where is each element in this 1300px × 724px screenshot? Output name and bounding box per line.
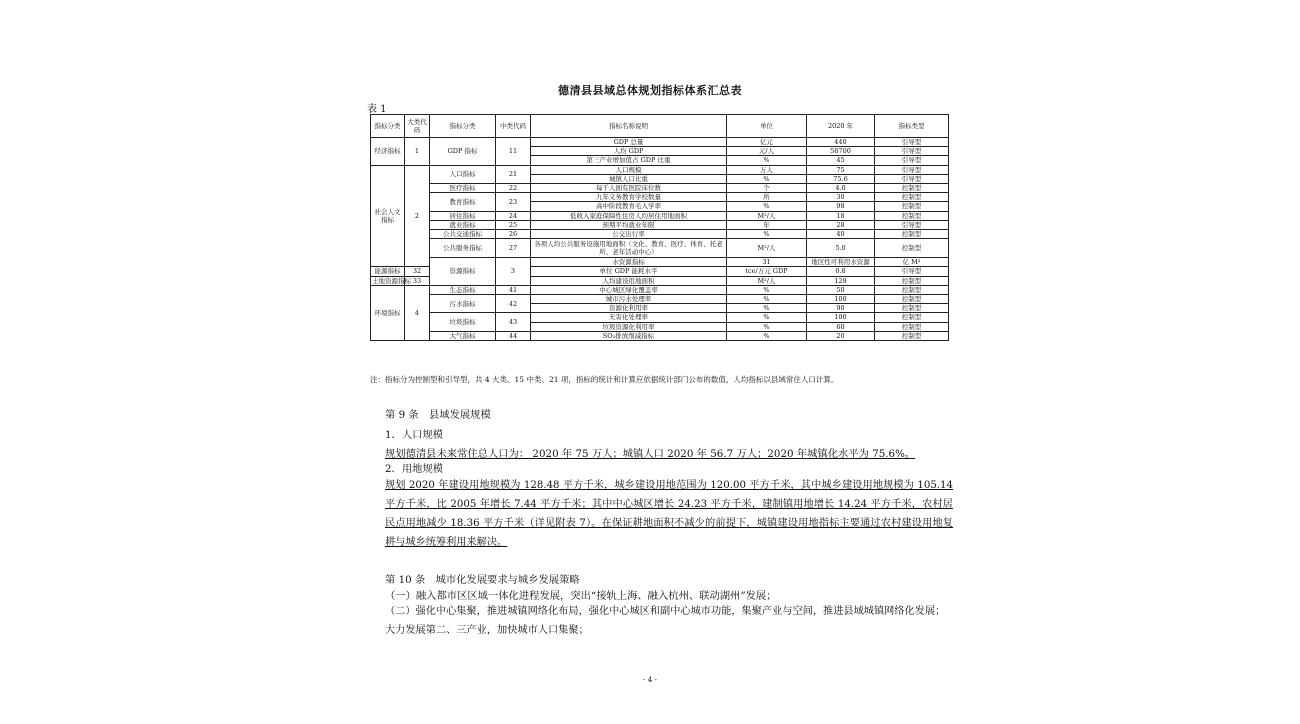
indicator-name-cell: GDP 总量 bbox=[531, 138, 727, 147]
category-cell: 经济指标 bbox=[371, 138, 405, 166]
sub-category-cell: 公共服务指标 bbox=[430, 239, 496, 258]
table-row bbox=[371, 165, 949, 174]
indicator-name-cell: 资源化利用率 bbox=[531, 304, 727, 313]
major-code-cell: 4 bbox=[405, 285, 430, 340]
indicator-name-cell: 人均建设用地面积 bbox=[531, 276, 727, 285]
strategy-item-2: （二）强化中心集聚，推进城镇网络化布局，强化中心城区和副中心城市功能，集聚产业与空间，推进县域城镇网络化发展；大力发展第二、三产业，加快城市人口集聚； bbox=[385, 606, 946, 636]
sub-category-cell: 人口指标 bbox=[430, 165, 496, 183]
mid-code-cell: 11 bbox=[496, 138, 531, 166]
unit-cell: M²/人 bbox=[727, 211, 807, 220]
header-cell: 中类代码 bbox=[496, 115, 531, 138]
unit-cell: % bbox=[727, 230, 807, 239]
value-cell: 18 bbox=[807, 211, 875, 220]
table-row bbox=[371, 211, 949, 220]
header-cell: 指标名称说明 bbox=[531, 115, 727, 138]
type-cell: 引导型 bbox=[875, 220, 949, 229]
table-row bbox=[371, 295, 949, 304]
sub-category-cell: 居住指标 bbox=[430, 211, 496, 220]
indicator-name-cell: 各项人均公共服务设施用地面积（文化、教育、医疗、体育、托老所、老年活动中心） bbox=[531, 239, 727, 258]
table-row bbox=[371, 220, 949, 229]
mid-code-cell: 42 bbox=[496, 295, 531, 313]
indicator-name-cell: 中心城区绿化覆盖率 bbox=[531, 285, 727, 294]
unit-cell: 年 bbox=[727, 220, 807, 229]
section-2-heading: 2．用地规模 bbox=[385, 463, 444, 475]
type-cell: 引导型 bbox=[875, 267, 949, 276]
unit-cell: 万人 bbox=[727, 165, 807, 174]
type-cell: 控制型 bbox=[875, 285, 949, 294]
sub-category-cell: 教育指标 bbox=[430, 193, 496, 211]
indicator-name-cell: 垃圾资源化利用率 bbox=[531, 322, 727, 331]
sub-category-cell: 大气指标 bbox=[430, 331, 496, 340]
unit-cell: 所 bbox=[727, 193, 807, 202]
value-cell: 100 bbox=[807, 313, 875, 322]
unit-cell: % bbox=[727, 331, 807, 340]
category-cell: 社会人文指标 bbox=[371, 165, 405, 267]
header-cell: 2020 年 bbox=[807, 115, 875, 138]
mid-code-cell: 41 bbox=[496, 285, 531, 294]
header-cell: 大类代码 bbox=[405, 115, 430, 138]
mid-code-cell: 25 bbox=[496, 220, 531, 229]
type-cell: 控制型 bbox=[875, 184, 949, 193]
unit-cell: 元/人 bbox=[727, 147, 807, 156]
unit-cell: % bbox=[727, 285, 807, 294]
indicator-name-cell: SO₂排放削减指标 bbox=[531, 331, 727, 340]
table-note: 注：指标分为控制型和引导型，共 4 大类、15 中类、21 项，指标的统计和计算应依据统计部门公布的数值，人均指标以县域常住人口计算。 bbox=[370, 375, 839, 384]
indicator-name-cell: 城市污水处理率 bbox=[531, 295, 727, 304]
article-9-heading: 第 9 条 县域发展规模 bbox=[385, 409, 491, 421]
unit-cell: % bbox=[727, 202, 807, 211]
major-code-cell: 1 bbox=[405, 138, 430, 166]
type-cell: 控制型 bbox=[875, 239, 949, 258]
value-cell: 28 bbox=[807, 220, 875, 229]
indicator-name-cell: 城镇人口比重 bbox=[531, 174, 727, 183]
unit-cell: 个 bbox=[727, 184, 807, 193]
indicator-name-cell: 人均 GDP bbox=[531, 147, 727, 156]
type-cell: 控制型 bbox=[875, 313, 949, 322]
type-cell: 控制型 bbox=[875, 211, 949, 220]
table-row bbox=[371, 258, 949, 267]
indicator-name-cell: 公交出行率 bbox=[531, 230, 727, 239]
value-cell: 440 bbox=[807, 138, 875, 147]
sub-category-cell: 污水指标 bbox=[430, 295, 496, 313]
type-cell: 控制型 bbox=[875, 202, 949, 211]
indicator-name-cell: 预期平均就业年限 bbox=[531, 220, 727, 229]
value-cell: 129 bbox=[807, 276, 875, 285]
unit-cell: % bbox=[727, 304, 807, 313]
sub-category-cell: 土地资源指标 bbox=[372, 276, 411, 285]
type-cell: 引导型 bbox=[875, 174, 949, 183]
table-row bbox=[371, 184, 949, 193]
type-cell: 控制型 bbox=[875, 331, 949, 340]
category-cell: 环境指标 bbox=[371, 285, 405, 340]
indicator-name-cell: 九年义务教育学校数量 bbox=[531, 193, 727, 202]
unit-cell: % bbox=[727, 295, 807, 304]
sub-category-cell: GDP 指标 bbox=[430, 138, 496, 166]
header-cell: 单位 bbox=[727, 115, 807, 138]
header-cell: 指标类型 bbox=[875, 115, 949, 138]
sub-category-cell: 生态指标 bbox=[430, 285, 496, 294]
mid-code-cell: 33 bbox=[405, 276, 430, 285]
mid-code-cell: 22 bbox=[496, 184, 531, 193]
unit-cell: M²/人 bbox=[727, 239, 807, 258]
unit-cell: % bbox=[727, 156, 807, 165]
unit-cell: % bbox=[727, 174, 807, 183]
indicator-name-cell: 人口规模 bbox=[531, 165, 727, 174]
mid-code-cell: 21 bbox=[496, 165, 531, 183]
value-cell: 50 bbox=[807, 285, 875, 294]
table-row bbox=[371, 193, 949, 202]
article-10-heading: 第 10 条 城市化发展要求与城乡发展策略 bbox=[385, 574, 580, 586]
indicator-table bbox=[370, 114, 949, 341]
type-cell: 引导型 bbox=[875, 147, 949, 156]
mid-code-cell: 24 bbox=[496, 211, 531, 220]
major-code-cell: 2 bbox=[405, 165, 430, 267]
table-row bbox=[371, 285, 949, 294]
indicator-name-cell: 低收入家庭保障性住房人均居住用地面积 bbox=[531, 211, 727, 220]
unit-cell: 亿 M³ bbox=[875, 258, 949, 267]
type-cell: 控制型 bbox=[875, 230, 949, 239]
table-title: 德清县县域总体规划指标体系汇总表 bbox=[558, 84, 742, 97]
sub-category-cell: 垃圾指标 bbox=[430, 313, 496, 331]
type-cell: 控制型 bbox=[875, 295, 949, 304]
value-cell: 4.0 bbox=[807, 184, 875, 193]
indicator-name-cell: 单位 GDP 能耗水平 bbox=[531, 267, 727, 276]
value-cell: 45 bbox=[807, 156, 875, 165]
section-1-heading: 1．人口规模 bbox=[385, 429, 444, 441]
mid-code-cell: 44 bbox=[496, 331, 531, 340]
strategy-item-1: （一）融入都市区区域一体化进程发展，突出“接轨上海、融入杭州、联动湖州”发展； bbox=[385, 590, 777, 602]
unit-cell: 亿元 bbox=[727, 138, 807, 147]
header-cell: 指标分类 bbox=[371, 115, 405, 138]
value-cell: 98 bbox=[807, 202, 875, 211]
indicator-name-cell: 第三产业增加值占 GDP 比重 bbox=[531, 156, 727, 165]
value-cell: 20 bbox=[807, 331, 875, 340]
mid-code-cell: 27 bbox=[496, 239, 531, 258]
sub-category-cell: 能源指标 bbox=[371, 267, 405, 276]
indicator-name-cell: 地区性可利用水资源 bbox=[807, 258, 875, 267]
unit-cell: % bbox=[727, 313, 807, 322]
type-cell: 引导型 bbox=[875, 138, 949, 147]
value-cell: 60 bbox=[807, 322, 875, 331]
table-row bbox=[371, 138, 949, 147]
mid-code-cell: 23 bbox=[496, 193, 531, 211]
sub-category-cell: 就业指标 bbox=[430, 220, 496, 229]
type-cell: 引导型 bbox=[875, 156, 949, 165]
value-cell: 58700 bbox=[807, 147, 875, 156]
indicator-name-cell: 无害化处理率 bbox=[531, 313, 727, 322]
major-code-cell: 3 bbox=[496, 258, 531, 286]
table-row bbox=[371, 313, 949, 322]
header-cell: 指标分类 bbox=[430, 115, 496, 138]
mid-code-cell: 31 bbox=[727, 258, 807, 267]
value-cell: 100 bbox=[807, 295, 875, 304]
category-cell: 资源指标 bbox=[430, 258, 496, 286]
unit-cell: % bbox=[727, 322, 807, 331]
table-row bbox=[371, 331, 949, 340]
type-cell: 控制型 bbox=[875, 304, 949, 313]
type-cell: 控制型 bbox=[875, 193, 949, 202]
sub-category-cell: 医疗指标 bbox=[430, 184, 496, 193]
page-number: - 4 - bbox=[643, 676, 657, 684]
type-cell: 引导型 bbox=[875, 165, 949, 174]
value-cell: 0.8 bbox=[807, 267, 875, 276]
indicator-name-cell: 高中阶段教育毛入学率 bbox=[531, 202, 727, 211]
sub-category-cell: 公共交通指标 bbox=[430, 230, 496, 239]
mid-code-cell: 32 bbox=[405, 267, 430, 276]
indicator-name-cell: 每千人拥有医院床位数 bbox=[531, 184, 727, 193]
value-cell: 30 bbox=[807, 193, 875, 202]
type-cell: 控制型 bbox=[875, 276, 949, 285]
mid-code-cell: 26 bbox=[496, 230, 531, 239]
sub-category-cell: 水资源指标 bbox=[531, 258, 727, 267]
type-cell: 控制型 bbox=[875, 322, 949, 331]
value-cell: 75 bbox=[807, 165, 875, 174]
table-row bbox=[371, 230, 949, 239]
unit-cell: M²/人 bbox=[727, 276, 807, 285]
table-label: 表 1 bbox=[367, 104, 387, 115]
value-cell: 5.0 bbox=[807, 239, 875, 258]
land-use-paragraph: 规划 2020 年建设用地规模为 128.48 平方千米，城乡建设用地范围为 120.00 平方千米，其中城乡建设用地规模为 105.14 平方千米，比 2005 年增长 7.44 平方千米；其中中心城区增长 24.23 平方千米，建制镇用地增长 14.24 平方千米，农村居民点用地减少 18.36 平方千米（详见附表 7）。在保证耕地面积不减少的前提下，城镇建设用地指标主要通过农村建设用地复耕与城乡统筹利用来解决。 bbox=[385, 480, 953, 548]
table-row bbox=[371, 239, 949, 258]
value-cell: 40 bbox=[807, 230, 875, 239]
unit-cell: tce/万元 GDP bbox=[727, 267, 807, 276]
population-paragraph: 规划德清县未来常住总人口为： 2020 年 75 万人；城镇人口 2020 年 56.7 万人；2020 年城镇化水平为 75.6%。 bbox=[385, 448, 916, 460]
value-cell: 75.6 bbox=[807, 174, 875, 183]
value-cell: 90 bbox=[807, 304, 875, 313]
table-header-row bbox=[371, 115, 949, 138]
mid-code-cell: 43 bbox=[496, 313, 531, 331]
